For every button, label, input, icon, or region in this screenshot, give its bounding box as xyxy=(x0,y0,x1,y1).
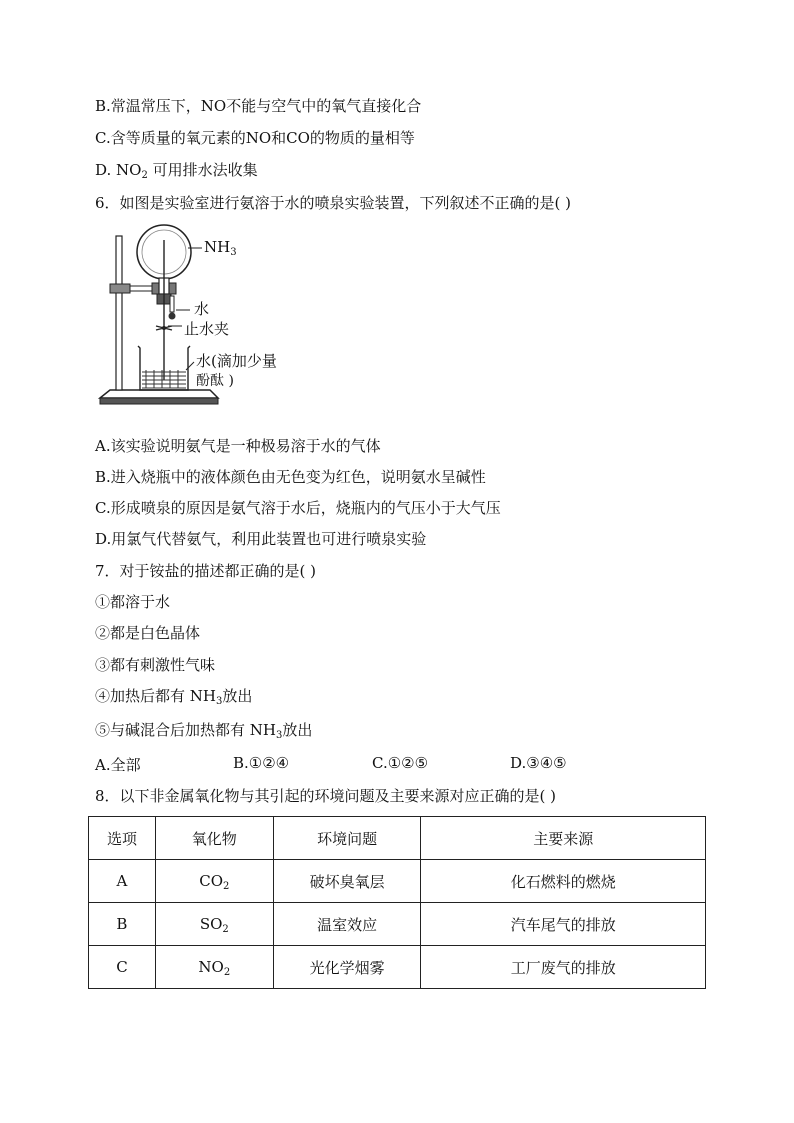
q5-option-d-suffix: 可用排水法收集 xyxy=(147,161,258,179)
q5-option-d xyxy=(95,160,258,180)
q8-stem: 8．以下非金属氧化物与其引起的环境问题及主要来源对应正确的是( ) xyxy=(95,787,557,805)
table-cell-option: A xyxy=(89,860,156,903)
q6-option-b: B.进入烧瓶中的液体颜色由无色变为红色，说明氨水呈碱性 xyxy=(95,468,486,486)
table-cell-source: 化石燃料的燃烧 xyxy=(421,860,706,903)
table-cell-issue: 光化学烟雾 xyxy=(273,946,421,989)
table-header-cell: 环境问题 xyxy=(273,817,421,860)
q7-stem: 7．对于铵盐的描述都正确的是( ) xyxy=(95,562,317,580)
table-header-cell: 氧化物 xyxy=(155,817,273,860)
table-cell-option: B xyxy=(89,903,156,946)
oxide-subscript: 2 xyxy=(223,881,230,892)
table-cell-oxide xyxy=(155,860,273,903)
q6-option-a: A.该实验说明氨气是一种极易溶于水的气体 xyxy=(95,437,381,455)
table-cell-source: 汽车尾气的排放 xyxy=(421,903,706,946)
table-cell-source: 工厂废气的排放 xyxy=(421,946,706,989)
q8-table xyxy=(88,816,706,989)
q7-item-4 xyxy=(95,686,252,706)
q5-option-d-prefix: D. NO xyxy=(95,161,142,179)
q5-option-d-sub: 2 xyxy=(141,170,148,181)
q6-option-c: C.形成喷泉的原因是氨气溶于水后，烧瓶内的气压小于大气压 xyxy=(95,499,501,517)
q7-item-5-sub: 3 xyxy=(275,730,283,741)
figure-label-nh3-sub: 3 xyxy=(230,247,237,258)
q5-option-b: B.常温常压下，NO不能与空气中的氧气直接化合 xyxy=(95,97,422,115)
oxide-subscript: 2 xyxy=(223,967,231,978)
figure-label-nh3-main: NH xyxy=(204,238,231,256)
table-row xyxy=(89,946,706,989)
figure-label-beaker-line1: 水(滴加少量 xyxy=(196,352,277,370)
q7-item-5-suffix: 放出 xyxy=(282,721,313,739)
q7-item-1: ①都溶于水 xyxy=(95,593,171,611)
figure-label-water: 水 xyxy=(194,300,210,318)
fountain-apparatus-figure xyxy=(96,222,296,412)
table-row xyxy=(89,903,706,946)
figure-label-nh3 xyxy=(204,238,237,256)
oxide-subscript: 2 xyxy=(222,924,229,935)
q6-option-d: D.用氯气代替氨气，利用此装置也可进行喷泉实验 xyxy=(95,530,427,548)
table-cell-oxide xyxy=(155,903,273,946)
q7-option-b: B.①②④ xyxy=(233,754,290,772)
figure-label-clamp: 止水夹 xyxy=(184,320,230,338)
q7-item-4-sub: 3 xyxy=(215,696,223,707)
table-row xyxy=(89,860,706,903)
q7-item-4-suffix: 放出 xyxy=(222,687,253,705)
table-header-cell: 选项 xyxy=(89,817,156,860)
q7-option-a: A.全部 xyxy=(95,756,141,774)
q7-option-c: C.①②⑤ xyxy=(372,754,429,772)
table-cell-oxide xyxy=(155,946,273,989)
oxide-formula: NO xyxy=(198,958,224,976)
q7-option-d: D.③④⑤ xyxy=(510,754,567,772)
table-cell-option: C xyxy=(89,946,156,989)
table-header-cell: 主要来源 xyxy=(421,817,706,860)
oxide-formula: SO xyxy=(199,915,223,933)
q7-item-2: ②都是白色晶体 xyxy=(95,624,201,642)
q7-item-5 xyxy=(95,720,312,740)
table-cell-issue: 破坏臭氧层 xyxy=(273,860,421,903)
table-cell-issue: 温室效应 xyxy=(273,903,421,946)
q7-item-4-prefix: ④加热后都有 NH xyxy=(95,687,216,705)
table-header-row xyxy=(89,817,706,860)
oxide-formula: CO xyxy=(199,872,223,890)
q7-item-5-prefix: ⑤与碱混合后加热都有 NH xyxy=(95,721,276,739)
q7-item-3: ③都有刺激性气味 xyxy=(95,656,216,674)
q6-stem: 6．如图是实验室进行氨溶于水的喷泉实验装置，下列叙述不正确的是( ) xyxy=(95,194,572,212)
figure-label-beaker-line2: 酚酞 ) xyxy=(196,373,234,389)
q5-option-c: C.含等质量的氧元素的NO和CO的物质的量相等 xyxy=(95,129,415,147)
